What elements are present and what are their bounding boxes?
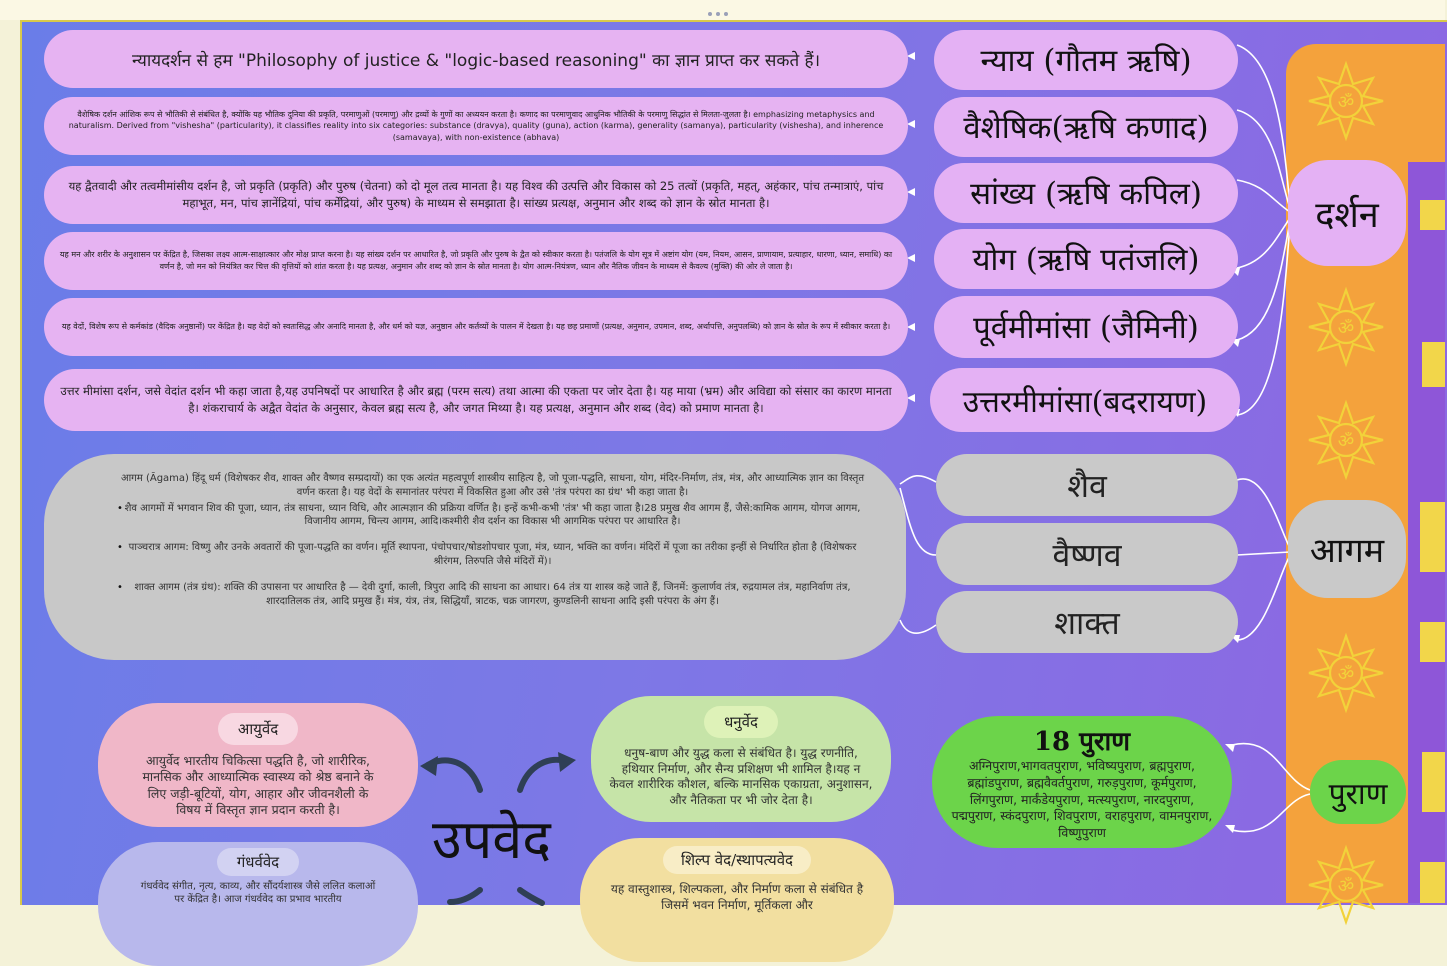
purvamimamsa-description-text: यह वेदों, विशेष रूप से कर्मकांड (वैदिक अनुष्ठानों) पर केंद्रित है। यह वेदों को स्वतःसिद्ध और अनादि मानता है, और धर्म को यज्ञ, अनुष्ठान और कर्तव्यों के पालन में देखता है। यह छह प्रमाणों (प्रत्यक्ष, अनुमान, उपमान, शब्द, अर्थापत्ति, अनुपलब्धि) को ज्ञान के स्रोत के रूप में स्वीकार करता है। (61, 322, 891, 332)
upveda-arrows (410, 740, 590, 903)
gandharvaveda-title: गंधर्ववेद (217, 848, 299, 876)
nyaya-label-text: न्याय (गौतम ऋषि) (980, 43, 1192, 79)
samkhya-label-text: सांख्य (ऋषि कपिल) (970, 176, 1202, 212)
purvamimamsa-label[interactable] (934, 296, 1238, 358)
yoga-description-text: यह मन और शरीर के अनुशासन पर केंद्रित है, जिसका लक्ष्य आत्म-साक्षात्कार और मोक्ष प्राप्त करना है। यह सांख्य दर्शन पर आधारित है, जो प्रकृति और पुरुष के द्वैत को स्वीकार करता है। पतंजलि के योग सूत्र में अष्टांग योग (यम, नियम, आसन, प्राणायाम, प्रत्याहार, धारणा, ध्यान, समाधि) का वर्णन है, जो मन को नियंत्रित कर चित्त की वृत्तियों को शांत करता है। यह प्रत्यक्ष, अनुमान और शब्द को ज्ञान के स्रोत मानता है। योग आत्म-नियंत्रण, ध्यान और नैतिक जीवन के माध्यम से कैवल्य (मुक्ति) की ओर ले जाता है। (59, 250, 893, 271)
samkhya-description-text: यह द्वैतवादी और तत्वमीमांसीय दर्शन है, जो प्रकृति (प्रकृति) और पुरुष (चेतना) को दो मूल तत्व मानता है। यह विश्व की उत्पत्ति और विकास को 25 तत्वों (प्रकृति, महत्, अहंकार, पांच तन्मात्राएं, पांच महाभूत, मन, पांच ज्ञानेंद्रियां, पांच कर्मेंद्रियां, और पुरुष) के माध्यम से समझाता है। सांख्य प्रत्यक्ष, अनुमान और शब्द को ज्ञान के स्रोत मानता है। (68, 178, 884, 210)
vaisheshika-description-text: वैशेषिक दर्शन आंशिक रूप से भौतिकी से संबंधित है, क्योंकि यह भौतिक दुनिया की प्रकृति, परमाणुओं (परमाणु) और द्रव्यों के गुणों का अध्ययन करता है। कणाद का परमाणुवाद आधुनिक भौतिकी के परमाणु सिद्धांत से मिलता-जुलता है। emphasizing metaphysics and naturalism. Derived from "vishesha" (particularity), it classifies reality into six categories: substance (dravya), quality (guna), action (karma), generality (samanya), particularity (vishesha), and inherence (samavaya), with non-existence (abhava) (68, 109, 884, 142)
agama-intro: आगम (Āgama) हिंदू धर्म (विशेषकर शैव, शाक्त और वैष्णव सम्प्रदायों) का एक अत्यंत महत्वपूर्ण शास्त्रीय साहित्य है, जो पूजा-पद्धति, साधना, योग, मंदिर-निर्माण, तंत्र, मंत्र, और आध्यात्मिक ज्ञान का विस्तृत वर्णन करता है। यह वेदों के समानांतर परंपरा में विकसित हुआ और उसे 'तंत्र परंपरा का ग्रंथ' भी कहा जाता है। (120, 473, 865, 498)
purana-title: 18 पुराण (1033, 726, 1131, 757)
upveda-center-title: उपवेद (432, 808, 551, 871)
agama-bullet-list (119, 502, 866, 609)
samkhya-label[interactable] (934, 163, 1238, 223)
ayurveda-title: आयुर्वेद (218, 713, 298, 745)
purana-category[interactable] (1310, 760, 1406, 824)
ayurveda-text: आयुर्वेद भारतीय चिकित्सा पद्धति है, जो शारीरिक, मानसिक और आध्यात्मिक स्वास्थ्य को श्रेष्ठ बनाने के लिए जड़ी-बूटियों, योग, आहार और जीवनशैली के विषय में विस्तृत ज्ञान प्रदान करती है। (142, 753, 374, 817)
svg-text:ॐ: ॐ (1337, 318, 1355, 339)
shaiva-label-text: शैव (1067, 466, 1107, 505)
darshan-category-text: दर्शन (1315, 194, 1379, 236)
uttaramimamsa-description (44, 369, 908, 431)
ayurveda-card (98, 703, 418, 827)
shilpaveda-title: शिल्प वेद/स्थापत्यवेद (663, 846, 811, 874)
agama-category-text: आगम (1309, 531, 1385, 571)
gandharvaveda-card (98, 842, 418, 966)
purvamimamsa-description (44, 298, 908, 356)
uttaramimamsa-label[interactable] (930, 368, 1240, 432)
nyaya-label[interactable] (934, 30, 1238, 90)
vaisheshika-label-text: वैशेषिक(ऋषि कणाद) (963, 110, 1209, 146)
vaishnava-label-text: वैष्णव (1052, 535, 1122, 574)
darshan-category[interactable] (1288, 160, 1406, 266)
dhanurveda-text: धनुष-बाण और युद्ध कला से संबंधित है। युद्ध रणनीति, हथियार निर्माण, और सैन्य प्रशिक्षण भी शामिल है।यह न केवल शारीरिक कौशल, बल्कि मानसिक एकाग्रता, अनुशासन, और नैतिकता पर भी जोर देता है। (609, 746, 873, 807)
agama-category[interactable] (1288, 500, 1406, 598)
agama-description (44, 454, 906, 660)
vaisheshika-label[interactable] (934, 97, 1238, 157)
shaiva-label[interactable] (936, 454, 1238, 516)
yoga-label[interactable] (934, 229, 1238, 289)
agama-bullet-shakta: • शाक्त आगम (तंत्र ग्रंथ): शक्ति की उपासना पर आधारित है — देवी दुर्गा, काली, त्रिपुरा आदि की साधना का आधार। 64 तंत्र या शास्त्र कहे जाते हैं, जिनमें: कुलार्णव तंत्र, रुद्रयामल तंत्र, महानिर्वाण तंत्र, शारदातिलक तंत्र, आदि प्रमुख हैं। मंत्र, यंत्र, तंत्र, सिद्धियाँ, त्राटक, चक्र जागरण, कुण्डलिनी साधना आदि इसी परंपरा के अंग हैं। (119, 581, 866, 609)
nyaya-description-text: न्यायदर्शन से हम "Philosophy of justice & "logic-based reasoning" का ज्ञान प्राप्त कर सकते हैं। (131, 50, 821, 71)
purana-category-text: पुराण (1328, 776, 1388, 812)
uttaramimamsa-description-text: उत्तर मीमांसा दर्शन, जसे वेदांत दर्शन भी कहा जाता है,यह उपनिषदों पर आधारित है और ब्रह्म (परम सत्य) तथा आत्मा की एकता पर जोर देता है। यह माया (भ्रम) और अविद्या को संसार का कारण मानता है। शंकराचार्य के अद्वैत वेदांत के अनुसार, केवल ब्रह्म सत्य है, और जगत मिथ्या है। यह प्रत्यक्ष, अनुमान और शब्द (वेद) को प्रमाण मानता है। (60, 383, 892, 415)
svg-text:ॐ: ॐ (1337, 664, 1355, 685)
vaisheshika-description (44, 97, 908, 155)
agama-bullet-vaishnava: • पाञ्चरात्र आगम: विष्णु और उनके अवतारों की पूजा-पद्धति का वर्णन। मूर्ति स्थापना, पंचोपचार/षोडशोपचार पूजा, मंत्र, ध्यान, भक्ति का वर्णन। मंदिरों में पूजा का तरीका इन्हीं से निर्धारित होता है (विशेषकर श्रीरंगम, तिरुपति जैसे मंदिरों में)। (119, 541, 866, 569)
svg-text:ॐ: ॐ (1337, 876, 1355, 897)
svg-text:ॐ: ॐ (1337, 431, 1355, 452)
vaishnava-label[interactable] (936, 523, 1238, 585)
gandharvaveda-text: गंधर्ववेद संगीत, नृत्य, काव्य, और सौंदर्यशास्त्र जैसे ललित कलाओं पर केंद्रित है। आज गंधर्ववेद का प्रभाव भारतीय (140, 881, 376, 905)
shilpaveda-text: यह वास्तुशास्त्र, शिल्पकला, और निर्माण कला से संबंधित है जिसमें भवन निर्माण, मूर्तिकला और (610, 882, 864, 912)
purvamimamsa-label-text: पूर्वमीमांसा (जैमिनी) (973, 310, 1199, 346)
uttaramimamsa-label-text: उत्तरमीमांसा(बदरायण) (962, 384, 1208, 420)
yoga-description (44, 232, 908, 290)
purana-list: अग्निपुराण,भागवतपुराण, भविष्यपुराण, ब्रह्मपुराण, ब्रह्मांडपुराण, ब्रह्मवैवर्तपुराण, गरुड़पुराण, कूर्मपुराण, लिंगपुराण, मार्कंडेयपुराण, मत्स्यपुराण, नारदपुराण, पद्मपुराण, स्कंदपुराण, शिवपुराण, वराहपुराण, वामनपुराण, विष्णुपुराण (951, 757, 1213, 841)
shakta-label[interactable] (936, 591, 1238, 653)
shilpaveda-card (580, 838, 894, 962)
purana-box (932, 716, 1232, 848)
dhanurveda-card (591, 696, 891, 822)
dhanurveda-title: धनुर्वेद (704, 706, 778, 738)
agama-bullet-shaiva: • शैव आगमों में भगवान शिव की पूजा, ध्यान, तंत्र साधना, ध्यान विधि, और आत्मज्ञान की प्रक्रिया वर्णित है। इन्हें कभी-कभी 'तंत्र' भी कहा जाता है।28 प्रमुख शैव आगम हैं, जैसे:कामिक आगम, योगज आगम, विजानीय आगम, चिन्त्य आगम, आदि।कश्मीरी शैव दर्शन का विकास भी आगमिक परंपरा पर आधारित है। (119, 502, 866, 530)
shakta-label-text: शाक्त (1054, 603, 1120, 642)
yoga-label-text: योग (ऋषि पतंजलि) (972, 242, 1200, 278)
nyaya-description (44, 30, 908, 88)
svg-text:ॐ: ॐ (1337, 92, 1355, 113)
samkhya-description (44, 166, 908, 224)
